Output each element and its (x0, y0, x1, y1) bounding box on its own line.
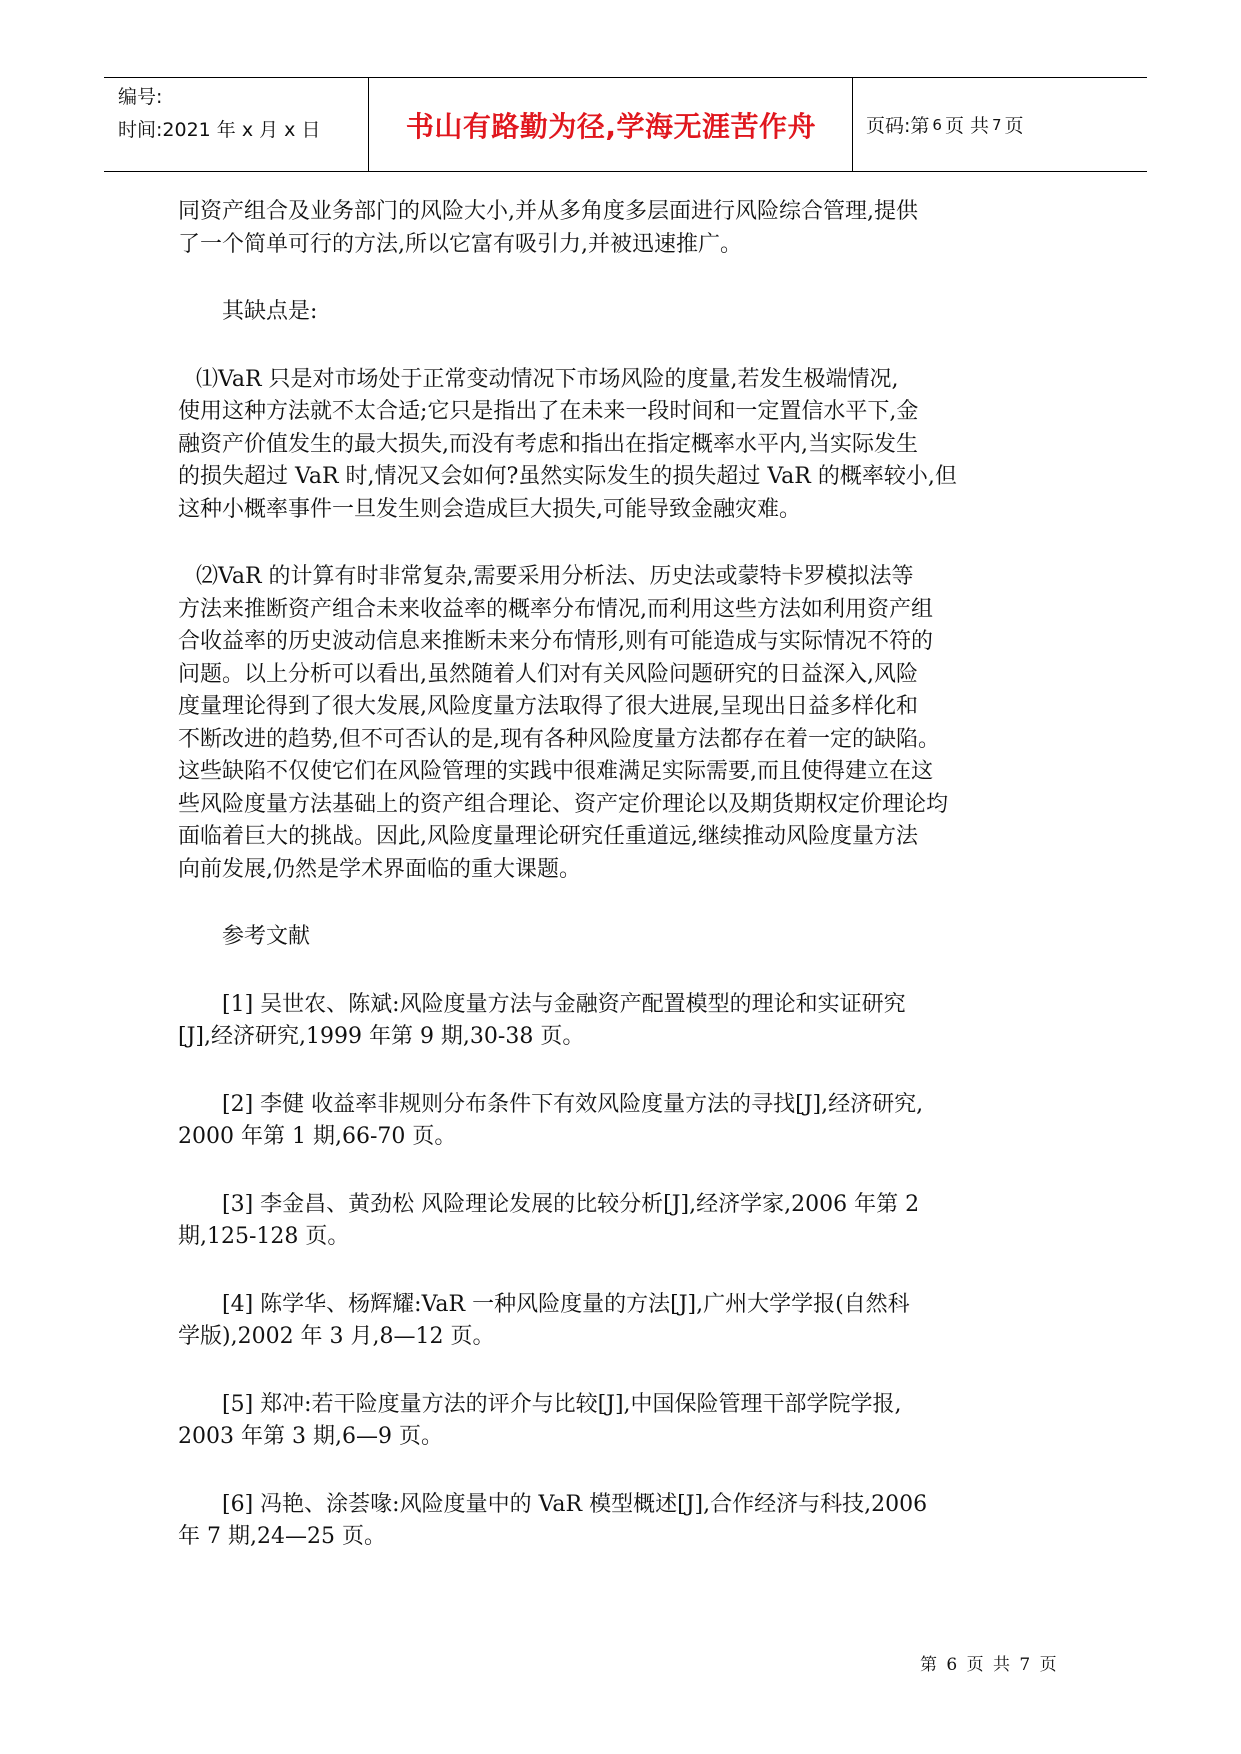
reference-line: [5] 郑冲:若干险度量方法的评介与比较[J],中国保险管理干部学院学报, (222, 1391, 902, 1417)
page-header (104, 77, 1147, 172)
text-line: 方法来推断资产组合未来收益率的概率分布情况,而利用这些方法如利用资产组 (178, 596, 933, 622)
references-heading: 参考文献 (222, 924, 311, 949)
reference-line: 年 7 期,24—25 页。 (178, 1524, 386, 1549)
reference-item (178, 989, 1078, 1054)
reference-line: [4] 陈学华、杨辉耀:VaR 一种风险度量的方法[J],广州大学学报(自然科 (222, 1291, 910, 1317)
point-1-paragraph (178, 364, 1078, 527)
reference-item (178, 1289, 1078, 1354)
header-divider-left (368, 77, 369, 172)
header-page-suffix: 页 (1004, 115, 1024, 137)
reference-line: 期,125-128 页。 (178, 1224, 350, 1249)
disadvantages-heading: 其缺点是: (222, 299, 318, 324)
reference-item (178, 1489, 1078, 1554)
text-line: 的损失超过 VaR 时,情况又会如何?虽然实际发生的损失超过 VaR 的概率较小,但 (178, 464, 957, 489)
document-body (178, 196, 1078, 1554)
point-2-paragraph (178, 561, 1078, 886)
text-line: 些风险度量方法基础上的资产组合理论、资产定价理论以及期货期权定价理论均 (178, 791, 949, 817)
text-line: 融资产价值发生的最大损失,而没有考虑和指出在指定概率水平内,当实际发生 (178, 431, 918, 457)
header-motto: 书山有路勤为径,学海无涯苦作舟 (405, 109, 817, 143)
text-line: 面临着巨大的挑战。因此,风险度量理论研究任重道远,继续推动风险度量方法 (178, 824, 918, 849)
text-line: 这些缺陷不仅使它们在风险管理的实践中很难满足实际需要,而且使得建立在这 (178, 759, 933, 784)
reference-line: [J],经济研究,1999 年第 9 期,30-38 页。 (178, 1024, 585, 1049)
reference-line: [6] 冯艳、涂荟喙:风险度量中的 VaR 模型概述[J],合作经济与科技,2006 (222, 1491, 928, 1517)
text-line: 度量理论得到了很大发展,风险度量方法取得了很大进展,呈现出日益多样化和 (178, 694, 918, 719)
reference-item (178, 1089, 1078, 1154)
header-page-mid: 页 共 (944, 115, 989, 137)
text-line: 了一个简单可行的方法,所以它富有吸引力,并被迅速推广。 (178, 231, 742, 257)
reference-line: [1] 吴世农、陈斌:风险度量方法与金融资产配置模型的理论和实证研究 (222, 991, 906, 1017)
reference-line: [3] 李金昌、黄劲松 风险理论发展的比较分析[J],经济学家,2006 年第 2 (222, 1191, 920, 1217)
text-line: 问题。以上分析可以看出,虽然随着人们对有关风险问题研究的日益深入,风险 (178, 661, 918, 687)
header-page-total: 7 (992, 115, 1002, 134)
reference-line: 学版),2002 年 3 月,8—12 页。 (178, 1324, 495, 1349)
header-meta (118, 81, 320, 146)
text-line: 同资产组合及业务部门的风险大小,并从多角度多层面进行风险综合管理,提供 (178, 199, 918, 224)
disadvantages-heading-paragraph (178, 296, 1078, 329)
header-time-label: 时间:2021 年 x 月 x 日 (118, 118, 321, 141)
reference-item (178, 1189, 1078, 1254)
reference-line: 2000 年第 1 期,66-70 页。 (178, 1124, 457, 1149)
page-footer: 第 6 页 共 7 页 (920, 1655, 1059, 1675)
text-line: ⑴VaR 只是对市场处于正常变动情况下市场风险的度量,若发生极端情况, (196, 366, 899, 392)
header-page-current: 6 (932, 115, 942, 134)
text-line: 合收益率的历史波动信息来推断未来分布情形,则有可能造成与实际情况不符的 (178, 629, 933, 654)
header-page-prefix: 页码:第 (866, 115, 930, 137)
header-number-label: 编号: (118, 86, 163, 108)
reference-line: [2] 李健 收益率非规则分布条件下有效风险度量方法的寻找[J],经济研究, (222, 1091, 924, 1117)
reference-line: 2003 年第 3 期,6—9 页。 (178, 1424, 443, 1449)
text-line: 不断改进的趋势,但不可否认的是,现有各种风险度量方法都存在着一定的缺陷。 (178, 726, 940, 752)
header-page-info (866, 77, 1024, 172)
references-heading-paragraph (178, 921, 1078, 954)
header-divider-right (852, 77, 853, 172)
text-line: 使用这种方法就不太合适;它只是指出了在未来一段时间和一定置信水平下,金 (178, 399, 919, 424)
intro-paragraph (178, 196, 1078, 261)
text-line: 这种小概率事件一旦发生则会造成巨大损失,可能导致金融灾难。 (178, 496, 801, 522)
reference-item (178, 1389, 1078, 1454)
text-line: ⑵VaR 的计算有时非常复杂,需要采用分析法、历史法或蒙特卡罗模拟法等 (196, 564, 914, 589)
text-line: 向前发展,仍然是学术界面临的重大课题。 (178, 856, 581, 882)
